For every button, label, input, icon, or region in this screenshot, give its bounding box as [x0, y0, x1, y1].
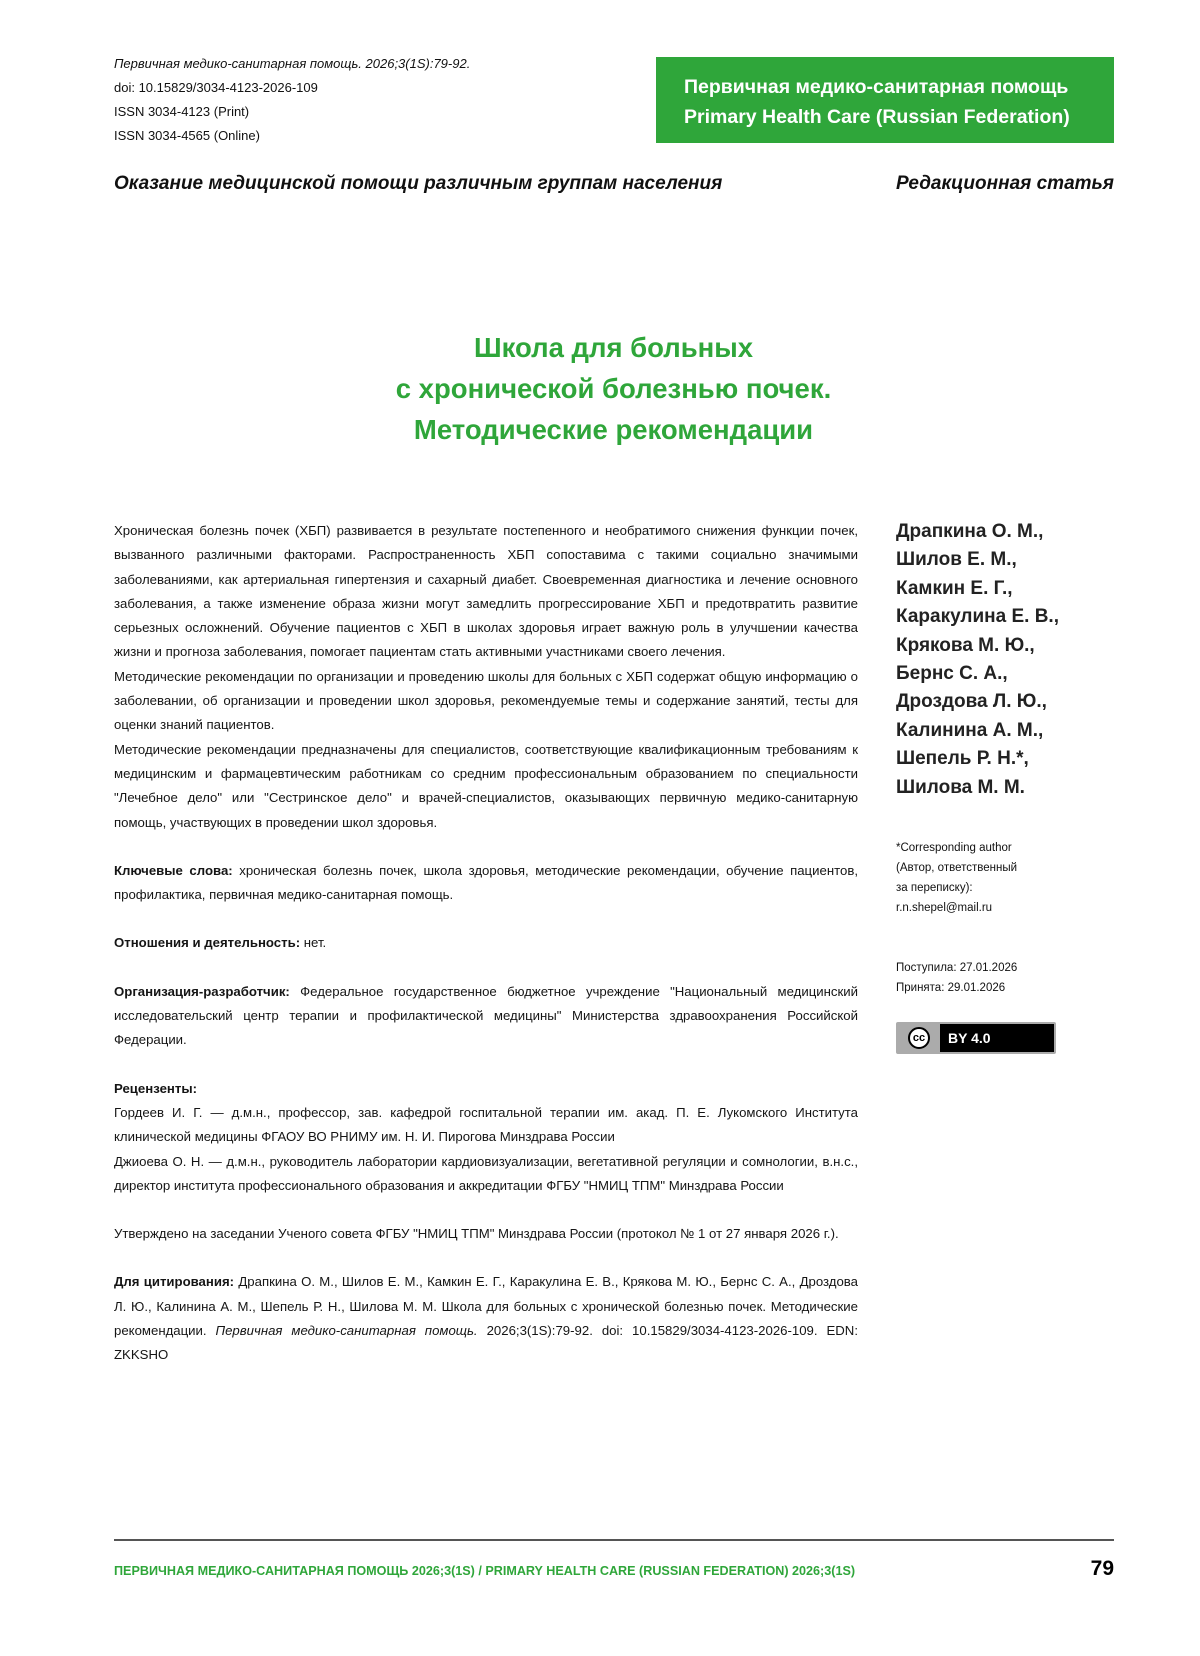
relations-label: Отношения и деятельность: — [114, 935, 301, 951]
reviewers-label: Рецензенты: — [114, 1080, 198, 1096]
article-type: Редакционная статья — [895, 173, 1114, 194]
author-name: Каракулина Е. В., — [896, 606, 1059, 628]
keywords-label: Ключевые слова: — [114, 862, 233, 878]
received-date: Поступила: 27.01.2026 — [896, 962, 1018, 974]
article-meta — [114, 52, 470, 148]
abstract-paragraph-1: Хроническая болезнь почек (ХБП) развивается в результате постепенного и необратимого снижения функции почек, вызванного различными факторами. Распространенность ХБП сопоставима с такими социально значимыми заболеваниями, как артериальная гипертензия и сахарный диабет. Своевременная диагностика и лечение основного заболевания, а также изменение образа жизни могут замедлить прогрессирование ХБП и предотвратить развитие серьезных осложнений. Обучение пациентов с ХБП в школах здоровья играет важную роль в улучшении качества жизни и прогноза заболевания, помогает пациентам стать активными участниками своего лечения. — [114, 523, 858, 660]
meta-doi[interactable]: doi: 10.15829/3034-4123-2026-109 — [114, 80, 318, 95]
keywords-text: хроническая болезнь почек, школа здоровья, методические рекомендации, обучение пациентов, профилактика, первичная медико-санитарная помощь. — [114, 862, 858, 903]
author-list — [896, 518, 1059, 802]
cc-badge-left — [898, 1024, 940, 1052]
author-name: Камкин Е. Г., — [896, 577, 1013, 599]
corresponding-author — [896, 838, 1017, 918]
title-line-1: Школа для больных — [473, 332, 754, 363]
reviewers-label-line — [114, 1077, 858, 1101]
abstract-paragraph-3: Методические рекомендации предназначены для специалистов, соответствующие квалификационным требованиям к медицинским и фармацевтическим работникам со средним профессиональным образованием по специальности "Лечебное дело" или "Сестринское дело" и врачей-специалистов, оказывающих первичную медико-санитарную помощь, участвующих в проведении школ здоровья. — [114, 741, 858, 830]
organization — [114, 980, 858, 1053]
organization-label: Организация-разработчик: — [114, 983, 290, 999]
corresponding-line-1: *Corresponding author — [896, 842, 1012, 854]
accepted-date: Принята: 29.01.2026 — [896, 982, 1006, 994]
keywords — [114, 859, 858, 908]
author-name: Дроздова Л. Ю., — [896, 691, 1047, 713]
article-title — [0, 327, 1200, 450]
author-name: Бернс С. А., — [896, 663, 1008, 685]
author-name: Калинина А. М., — [896, 719, 1044, 741]
approval-note: Утверждено на заседании Ученого совета ФГБУ "НМИЦ ТПМ" Минздрава России (протокол № 1 от 27 января 2026 г.). — [114, 1226, 839, 1242]
author-name: Драпкина О. М., — [896, 521, 1044, 542]
citation-tail: 2026;3(1S):79-92. doi: 10.15829/3034-4123-2026-109. EDN: ZKKSHO — [114, 1323, 858, 1363]
meta-issn-print: ISSN 3034-4123 (Print) — [114, 104, 250, 119]
author-name: Шилова М. М. — [896, 776, 1025, 798]
author-name: Шепель Р. Н.*, — [896, 748, 1029, 770]
relations — [114, 931, 858, 955]
section-heading: Оказание медицинской помощи различным группам населения — [114, 173, 723, 194]
title-line-3: Методические рекомендации — [413, 414, 814, 445]
title-line-2: с хронической болезнью почек. — [395, 373, 832, 404]
abstract-column — [114, 519, 858, 1368]
citation-text: Драпкина О. М., Шилов Е. М., Камкин Е. Г., Каракулина Е. В., Крякова М. Ю., Бернс С. А., Дроздова Л. Ю., Калинина А. М., Шепель Р. Н., Шилова М. М. Школа для больных с хронической болезнью почек. Методические рекомендации. — [114, 1274, 858, 1339]
citation — [114, 1270, 858, 1367]
journal-name-en: Primary Health Care (Russian Federation) — [684, 106, 1070, 128]
author-name: Крякова М. Ю., — [896, 634, 1035, 656]
abstract-paragraph-2: Методические рекомендации по организации и проведению школы для больных с ХБП содержат общую информацию о заболевании, об организации и проведении школ здоровья, рекомендуемые темы и содержание занятий, тесты для оценки знаний пациентов. — [114, 668, 858, 733]
corresponding-line-3: за переписку): — [896, 882, 973, 894]
reviewer-2: Джиоева О. Н. — д.м.н., руководитель лаборатории кардиовизуализации, вегетативной регуляции и сомнологии, в.н.с., директор института профессионального образования и аккредитации ФГБУ "НМИЦ ТПМ" Минздрава России — [114, 1153, 858, 1193]
relations-text: нет. — [303, 935, 327, 951]
organization-text: Федеральное государственное бюджетное учреждение "Национальный медицинский исследовательский центр терапии и профилактической медицины" Министерства здравоохранения Российской Федерации. — [114, 983, 858, 1048]
page-number: 79 — [1090, 1557, 1114, 1580]
citation-label: Для цитирования: — [114, 1274, 235, 1290]
corresponding-email[interactable]: r.n.shepel@mail.ru — [896, 902, 993, 914]
meta-issn-online: ISSN 3034-4565 (Online) — [114, 128, 260, 143]
creative-commons-icon: cc — [908, 1027, 930, 1049]
author-name: Шилов Е. М., — [896, 549, 1017, 571]
journal-name-ru: Первичная медико-санитарная помощь — [684, 76, 1069, 98]
footer-divider — [114, 1539, 1114, 1541]
citation-journal: Первичная медико-санитарная помощь. — [215, 1323, 478, 1339]
meta-citation-line: Первичная медико-санитарная помощь. 2026;3(1S):79-92. — [114, 56, 471, 71]
cc-license-badge[interactable] — [896, 1022, 1056, 1054]
journal-name-banner — [656, 57, 1114, 143]
reviewer-1: Гордеев И. Г. — д.м.н., профессор, зав. кафедрой госпитальной терапии им. акад. П. Е. Лукомского Института клинической медицины ФГАОУ ВО РНИМУ им. Н. И. Пирогова Минздрава России — [114, 1104, 858, 1145]
license-label: BY 4.0 — [948, 1030, 991, 1046]
running-footer: ПЕРВИЧНАЯ МЕДИКО-САНИТАРНАЯ ПОМОЩЬ 2026;3(1S) / PRIMARY HEALTH CARE (RUSSIAN FEDERATION) 2026;3(1S) — [114, 1564, 856, 1578]
corresponding-line-2: (Автор, ответственный — [896, 862, 1018, 874]
article-dates — [896, 958, 1017, 998]
